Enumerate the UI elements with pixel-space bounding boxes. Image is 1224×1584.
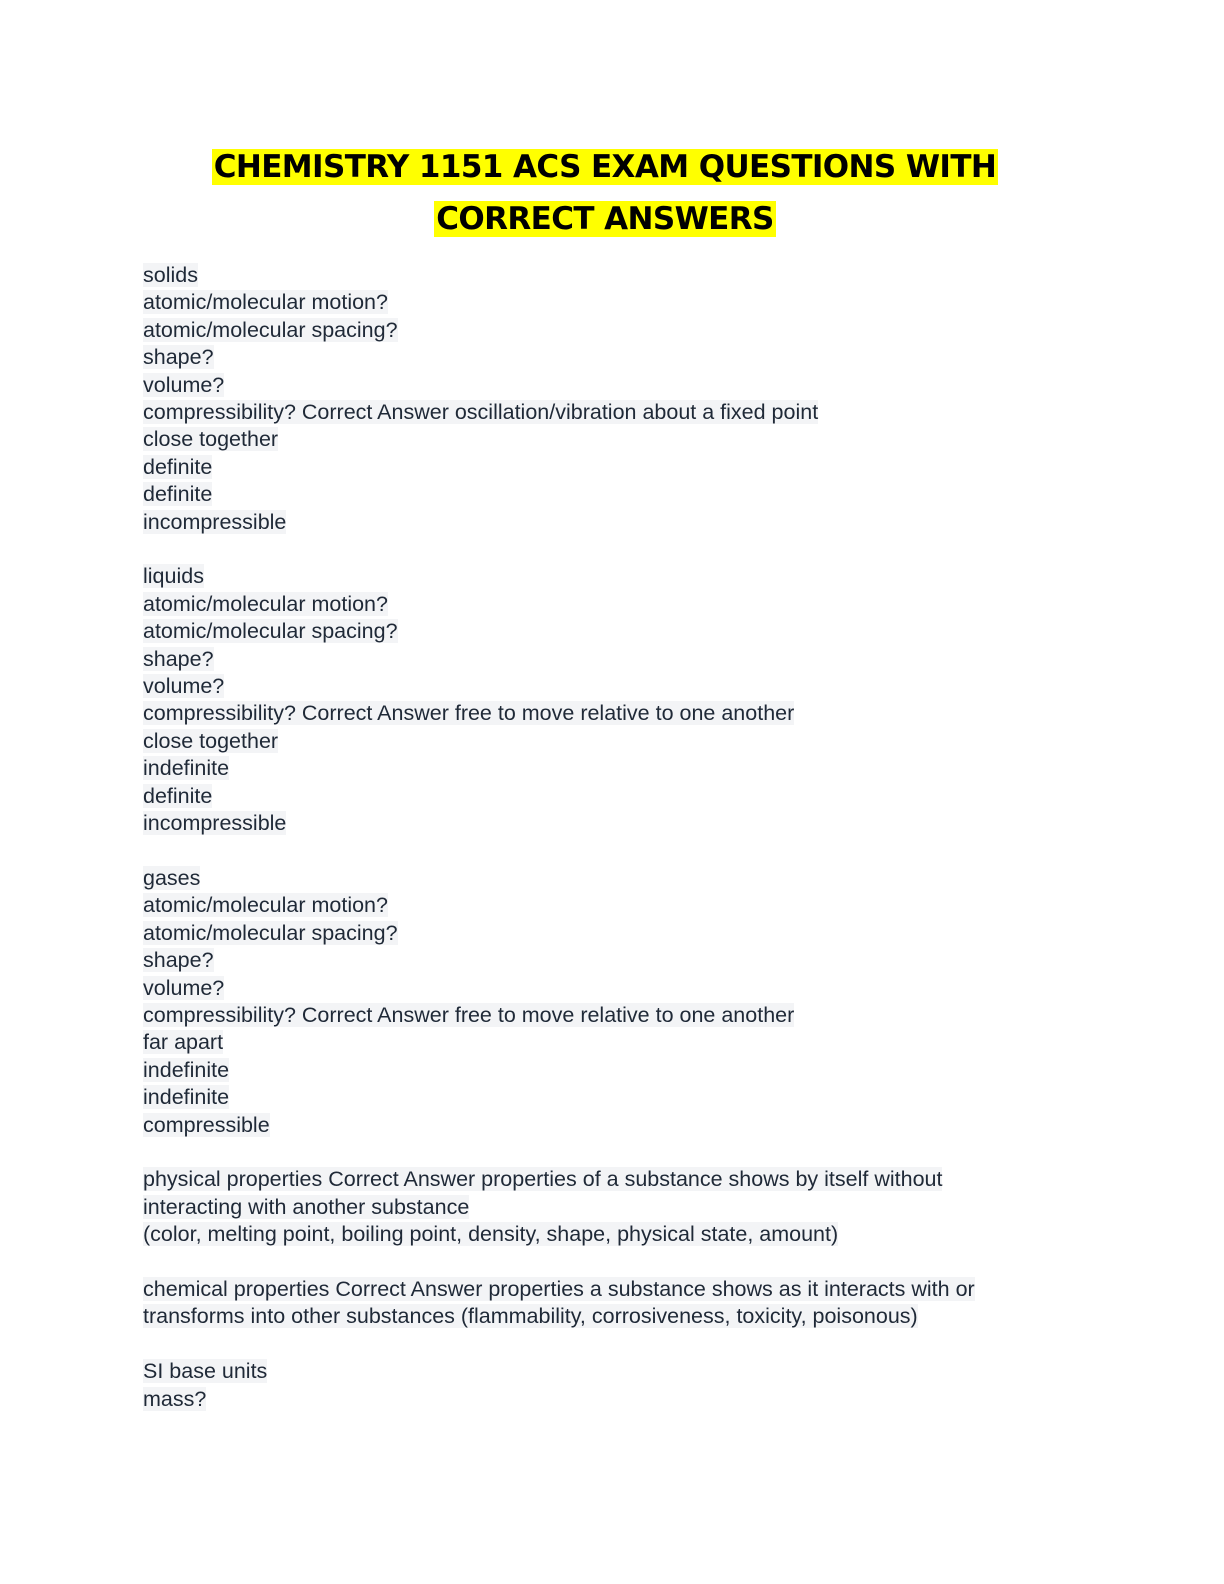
paragraph-gap [143, 536, 1083, 563]
paragraph-gap [143, 1331, 1083, 1358]
liquids-line: volume? [143, 674, 225, 699]
document-title: CHEMISTRY 1151 ACS EXAM QUESTIONS WITH CORRECT ANSWERS [213, 149, 997, 237]
solids-line: atomic/molecular spacing? [143, 317, 398, 342]
si-units-line: SI base units [143, 1359, 268, 1384]
gases-line: atomic/molecular motion? [143, 893, 388, 918]
liquids-line: close together [143, 728, 279, 753]
solids-line: incompressible [143, 509, 287, 534]
physical-properties-block [143, 1166, 1083, 1248]
gases-line: volume? [143, 975, 225, 1000]
gases-line: indefinite [143, 1085, 230, 1110]
liquids-line: atomic/molecular spacing? [143, 619, 398, 644]
liquids-line: liquids [143, 564, 204, 589]
gases-line: compressibility? Correct Answer free to move relative to one another [143, 1002, 795, 1027]
chemical-properties-block [143, 1276, 1083, 1331]
document-body [143, 262, 1083, 1413]
physical-properties-line: (color, melting point, boiling point, density, shape, physical state, amount) [143, 1222, 839, 1247]
solids-line: volume? [143, 372, 225, 397]
gases-line: gases [143, 865, 201, 890]
liquids-line: indefinite [143, 756, 230, 781]
paragraph-gap [143, 838, 1083, 865]
si-units-line: mass? [143, 1386, 207, 1411]
liquids-block [143, 563, 1083, 837]
chemical-properties-line: transforms into other substances (flammability, corrosiveness, toxicity, poisonous) [143, 1304, 918, 1329]
si-units-block [143, 1358, 1083, 1413]
solids-line: atomic/molecular motion? [143, 290, 388, 315]
solids-line: shape? [143, 345, 214, 370]
solids-line: definite [143, 454, 213, 479]
liquids-line: definite [143, 783, 213, 808]
gases-block [143, 865, 1083, 1139]
gases-line: far apart [143, 1030, 224, 1055]
solids-line: solids [143, 263, 198, 287]
chemical-properties-line: chemical properties Correct Answer properties a substance shows as it interacts with or [143, 1276, 975, 1301]
solids-line: compressibility? Correct Answer oscillation/vibration about a fixed point [143, 400, 819, 425]
liquids-line: incompressible [143, 811, 287, 836]
physical-properties-line: interacting with another substance [143, 1194, 470, 1219]
gases-line: shape? [143, 948, 214, 973]
solids-line: close together [143, 427, 279, 452]
solids-block [143, 262, 1083, 536]
liquids-line: shape? [143, 646, 214, 671]
gases-line: compressible [143, 1112, 270, 1137]
liquids-line: atomic/molecular motion? [143, 591, 388, 616]
solids-line: definite [143, 482, 213, 507]
gases-line: indefinite [143, 1057, 230, 1082]
paragraph-gap [143, 1139, 1083, 1166]
physical-properties-line: physical properties Correct Answer properties of a substance shows by itself without [143, 1167, 943, 1192]
gases-line: atomic/molecular spacing? [143, 920, 398, 945]
paragraph-gap [143, 1249, 1083, 1276]
liquids-line: compressibility? Correct Answer free to move relative to one another [143, 701, 795, 726]
